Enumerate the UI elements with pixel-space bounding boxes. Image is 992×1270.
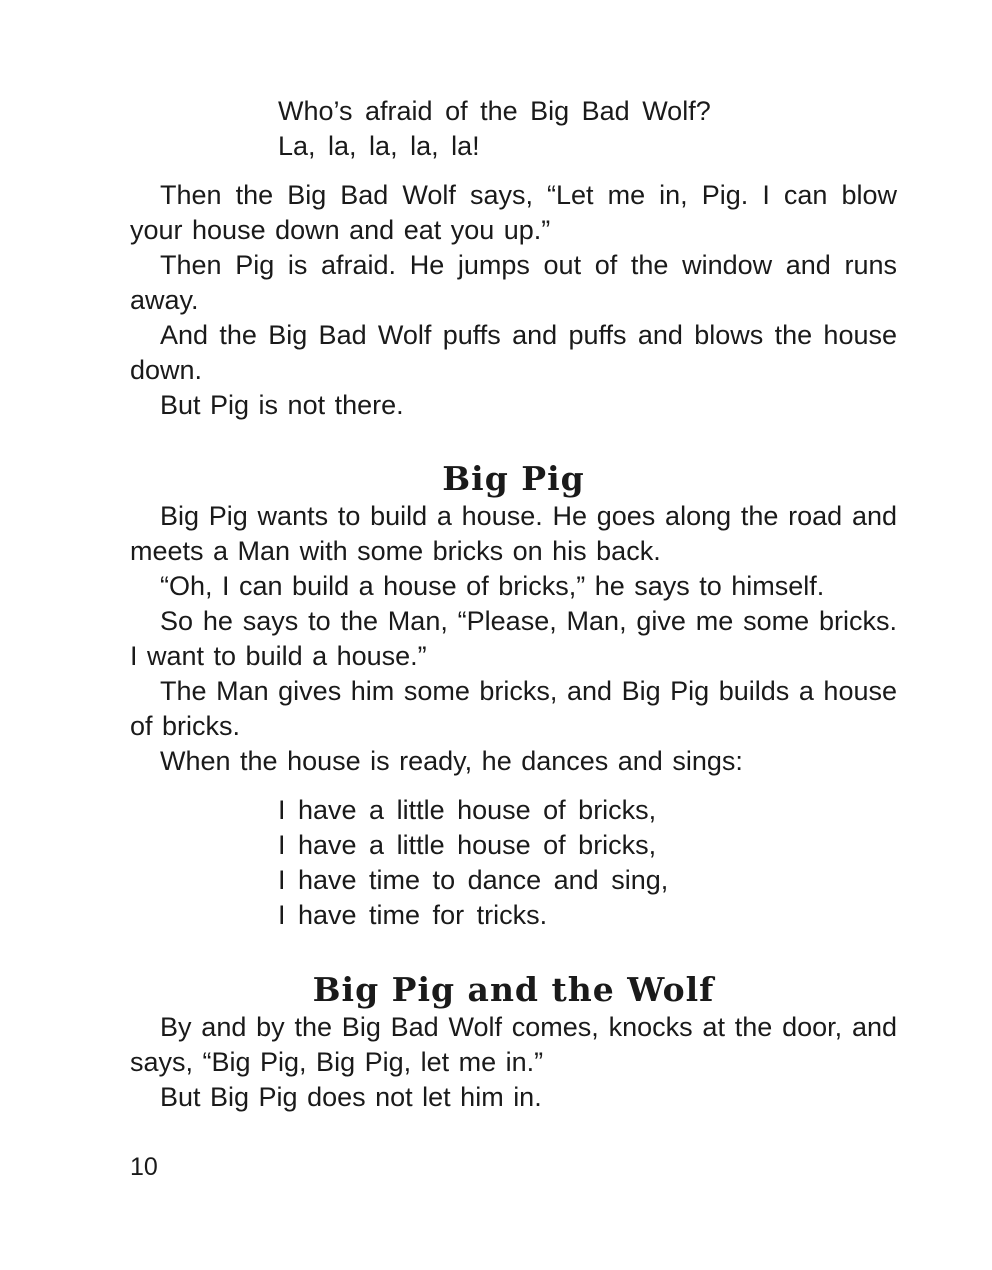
paragraph: So he says to the Man, “Please, Man, give me some bricks. I want to build a house.”	[130, 606, 897, 671]
paragraph: Then Pig is afraid. He jumps out of the window and runs away.	[130, 250, 897, 315]
paragraph: But Pig is not there.	[160, 390, 404, 420]
paragraph: The Man gives him some bricks, and Big Pig builds a house of bricks.	[130, 676, 897, 741]
paragraph: By and by the Big Bad Wolf comes, knocks at the door, and says, “Big Pig, Big Pig, let me in.”	[130, 1012, 897, 1077]
verse-line: La, la, la, la, la!	[278, 131, 480, 161]
page-number: 10	[130, 1153, 158, 1181]
verse-who-is-afraid	[278, 94, 897, 164]
section-heading-big-pig-and-the-wolf: Big Pig and the Wolf	[312, 970, 715, 1009]
verse-line: I have a little house of bricks,	[278, 795, 657, 825]
paragraph: “Oh, I can build a house of bricks,” he says to himself.	[160, 571, 825, 601]
page-body	[130, 94, 897, 1115]
paragraph: When the house is ready, he dances and sings:	[160, 746, 743, 776]
verse-line: I have time to dance and sing,	[278, 865, 669, 895]
section-heading-big-pig: Big Pig	[442, 459, 585, 498]
paragraph: And the Big Bad Wolf puffs and puffs and blows the house down.	[130, 320, 897, 385]
paragraph: Big Pig wants to build a house. He goes along the road and meets a Man with some bricks on his back.	[130, 501, 897, 566]
verse-house-of-bricks	[278, 793, 897, 933]
verse-line: I have time for tricks.	[278, 900, 548, 930]
verse-line: I have a little house of bricks,	[278, 830, 657, 860]
verse-line: Who’s afraid of the Big Bad Wolf?	[278, 96, 711, 126]
paragraph: But Big Pig does not let him in.	[160, 1082, 542, 1112]
paragraph: Then the Big Bad Wolf says, “Let me in, Pig. I can blow your house down and eat you up.”	[130, 180, 897, 245]
